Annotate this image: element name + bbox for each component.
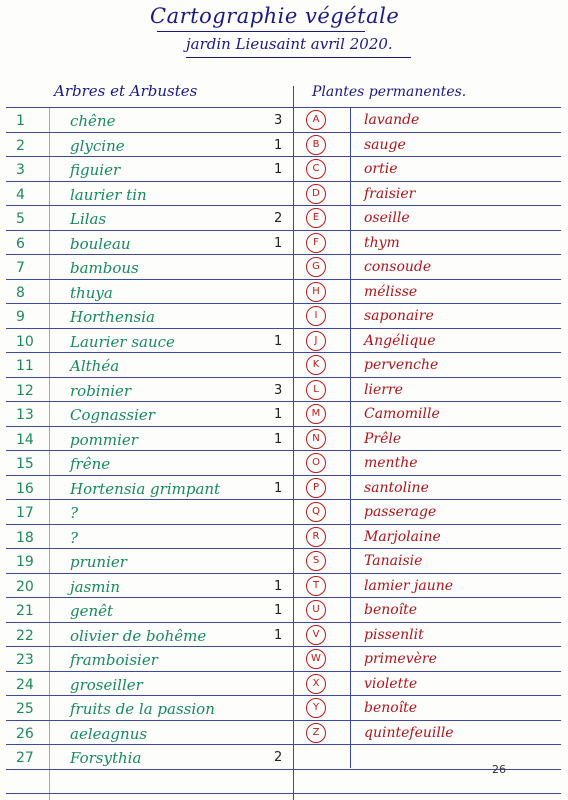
plant-row [294,698,568,722]
plant-name: thym [364,235,400,251]
tree-row [0,404,293,428]
tree-number: 19 [16,554,34,570]
plant-row [294,429,568,453]
plant-name: Prêle [364,431,402,447]
plant-name: consoude [364,259,432,275]
plant-letter-circle: C [306,159,326,179]
plant-row [294,551,568,575]
plant-row [294,674,568,698]
plant-row [294,600,568,624]
plant-letter-circle: A [306,110,326,130]
tree-number: 25 [16,701,34,717]
tree-quantity: 1 [274,407,283,422]
plant-row [294,282,568,306]
tree-row [0,674,293,698]
tree-number: 17 [16,505,34,521]
page-number: 26 [492,763,506,776]
tree-row [0,257,293,281]
plant-row [294,404,568,428]
plant-name: Marjolaine [364,529,441,545]
plant-name: benoîte [364,700,418,716]
plant-letter-circle: I [306,306,326,326]
tree-number: 5 [16,211,25,227]
tree-number: 27 [16,750,34,766]
plant-letter-circle: P [306,478,326,498]
title-underline [157,31,365,32]
tree-name: figuier [70,161,121,179]
tree-row [0,502,293,526]
tree-quantity: 3 [274,383,283,398]
tree-number: 21 [16,603,34,619]
tree-name: Althéa [70,357,120,375]
tree-name: aeleagnus [70,725,148,743]
tree-row [0,625,293,649]
plant-name: pissenlit [364,627,424,643]
tree-row [0,306,293,330]
tree-row [0,698,293,722]
plant-letter-circle: K [306,355,326,375]
tree-name: Hortensia grimpant [70,480,221,498]
tree-number: 14 [16,432,34,448]
tree-number: 26 [16,726,34,742]
plant-name: quintefeuille [364,725,454,741]
tree-number: 2 [16,138,25,154]
tree-name: chêne [70,112,116,130]
plant-letter-circle: L [306,380,326,400]
plant-letter-circle: U [306,600,326,620]
plant-letter-circle: T [306,576,326,596]
tree-quantity: 1 [274,603,283,618]
tree-row [0,527,293,551]
tree-quantity: 2 [274,211,283,226]
tree-number: 6 [16,236,25,252]
tree-name: prunier [70,553,127,571]
tree-number: 12 [16,383,34,399]
page-title: Cartographie végétale [150,4,400,28]
plant-row [294,380,568,404]
plant-name: saponaire [364,308,434,324]
tree-row [0,159,293,183]
tree-quantity: 1 [274,162,283,177]
plant-name: lierre [364,382,403,398]
tree-number: 20 [16,579,34,595]
plant-name: fraisier [364,186,416,202]
tree-row [0,355,293,379]
tree-name: frêne [70,455,111,473]
plant-letter-circle: Q [306,502,326,522]
tree-number: 22 [16,628,34,644]
tree-row [0,649,293,673]
tree-name: bambous [70,259,139,277]
plant-name: benoîte [364,602,418,618]
plant-name: oseille [364,210,410,226]
plant-letter-circle: G [306,257,326,277]
tree-quantity: 1 [274,579,283,594]
plant-row [294,355,568,379]
plant-row [294,502,568,526]
tree-name: ? [70,504,79,522]
tree-name: framboisier [70,651,158,669]
tree-name: laurier tin [70,186,147,204]
tree-name: fruits de la passion [70,700,215,718]
plant-name: Angélique [364,333,436,349]
tree-name: genêt [70,602,114,620]
subtitle-underline [186,57,411,58]
plants-heading: Plantes permanentes. [312,84,467,100]
tree-row [0,110,293,134]
plant-letter-circle: D [306,184,326,204]
tree-quantity: 3 [274,113,283,128]
plant-letter-circle: Z [306,723,326,743]
plant-name: primevère [364,651,437,667]
tree-number: 8 [16,285,25,301]
plant-name: ortie [364,161,398,177]
tree-quantity: 1 [274,236,283,251]
plant-name: sauge [364,137,406,153]
tree-number: 15 [16,456,34,472]
tree-name: bouleau [70,235,131,253]
page-subtitle: jardin Lieusaint avril 2020. [186,35,393,53]
tree-number: 16 [16,481,34,497]
plant-row [294,110,568,134]
tree-name: Lilas [70,210,107,228]
tree-name: glycine [70,137,125,155]
trees-heading: Arbres et Arbustes [54,82,198,100]
plant-letter-circle: M [306,404,326,424]
plant-row [294,306,568,330]
plant-row [294,625,568,649]
tree-quantity: 1 [274,138,283,153]
tree-quantity: 2 [274,750,283,765]
tree-name: Laurier sauce [70,333,175,351]
plant-letter-circle: W [306,649,326,669]
tree-name: olivier de bohême [70,627,207,645]
tree-row [0,478,293,502]
plant-letter-circle: B [306,135,326,155]
plant-row [294,649,568,673]
plant-letter-circle: X [306,674,326,694]
plant-letter-circle: J [306,331,326,351]
plant-row [294,527,568,551]
tree-row [0,453,293,477]
tree-name: groseiller [70,676,143,694]
plant-letter-circle: E [306,208,326,228]
tree-number: 1 [16,113,25,129]
plant-name: passerage [364,504,437,520]
tree-row [0,282,293,306]
plant-name: Camomille [364,406,440,422]
plant-row [294,576,568,600]
ruled-line [6,107,561,108]
tree-name: Forsythia [70,749,142,767]
tree-number: 7 [16,260,25,276]
tree-row [0,233,293,257]
plant-row [294,478,568,502]
tree-quantity: 1 [274,628,283,643]
tree-row [0,576,293,600]
tree-quantity: 1 [274,481,283,496]
plant-row [294,208,568,232]
plant-name: lavande [364,112,420,128]
tree-number: 13 [16,407,34,423]
tree-quantity: 1 [274,334,283,349]
plant-row [294,331,568,355]
tree-row [0,208,293,232]
tree-row [0,380,293,404]
plant-name: menthe [364,455,418,471]
plant-row [294,723,568,747]
tree-row [0,429,293,453]
plant-name: pervenche [364,357,439,373]
tree-row [0,331,293,355]
plant-name: mélisse [364,284,418,300]
tree-number: 3 [16,162,25,178]
plant-name: santoline [364,480,429,496]
tree-number: 9 [16,309,25,325]
tree-name: thuya [70,284,113,302]
tree-row [0,723,293,747]
tree-number: 24 [16,677,34,693]
plant-letter-circle: R [306,527,326,547]
plant-row [294,453,568,477]
plant-letter-circle: V [306,625,326,645]
plant-name: violette [364,676,418,692]
plant-name: lamier jaune [364,578,454,594]
plant-row [294,233,568,257]
tree-number: 18 [16,530,34,546]
tree-quantity: 1 [274,432,283,447]
plant-letter-circle: O [306,453,326,473]
tree-number: 23 [16,652,34,668]
tree-name: Cognassier [70,406,155,424]
tree-name: ? [70,529,79,547]
plant-letter-circle: F [306,233,326,253]
tree-row [0,135,293,159]
ruled-line [6,793,561,794]
tree-name: robinier [70,382,132,400]
tree-row [0,600,293,624]
plant-row [294,135,568,159]
tree-name: pommier [70,431,138,449]
plant-letter-circle: Y [306,698,326,718]
plant-row [294,159,568,183]
plant-name: Tanaisie [364,553,423,569]
tree-name: jasmin [70,578,120,596]
plant-letter-circle: S [306,551,326,571]
tree-number: 11 [16,358,34,374]
tree-number: 4 [16,187,25,203]
plant-letter-circle: H [306,282,326,302]
tree-row [0,551,293,575]
tree-number: 10 [16,334,34,350]
tree-row [0,184,293,208]
plant-row [294,184,568,208]
tree-name: Horthensia [70,308,155,326]
plant-row [294,257,568,281]
tree-row [0,747,293,771]
plant-letter-circle: N [306,429,326,449]
